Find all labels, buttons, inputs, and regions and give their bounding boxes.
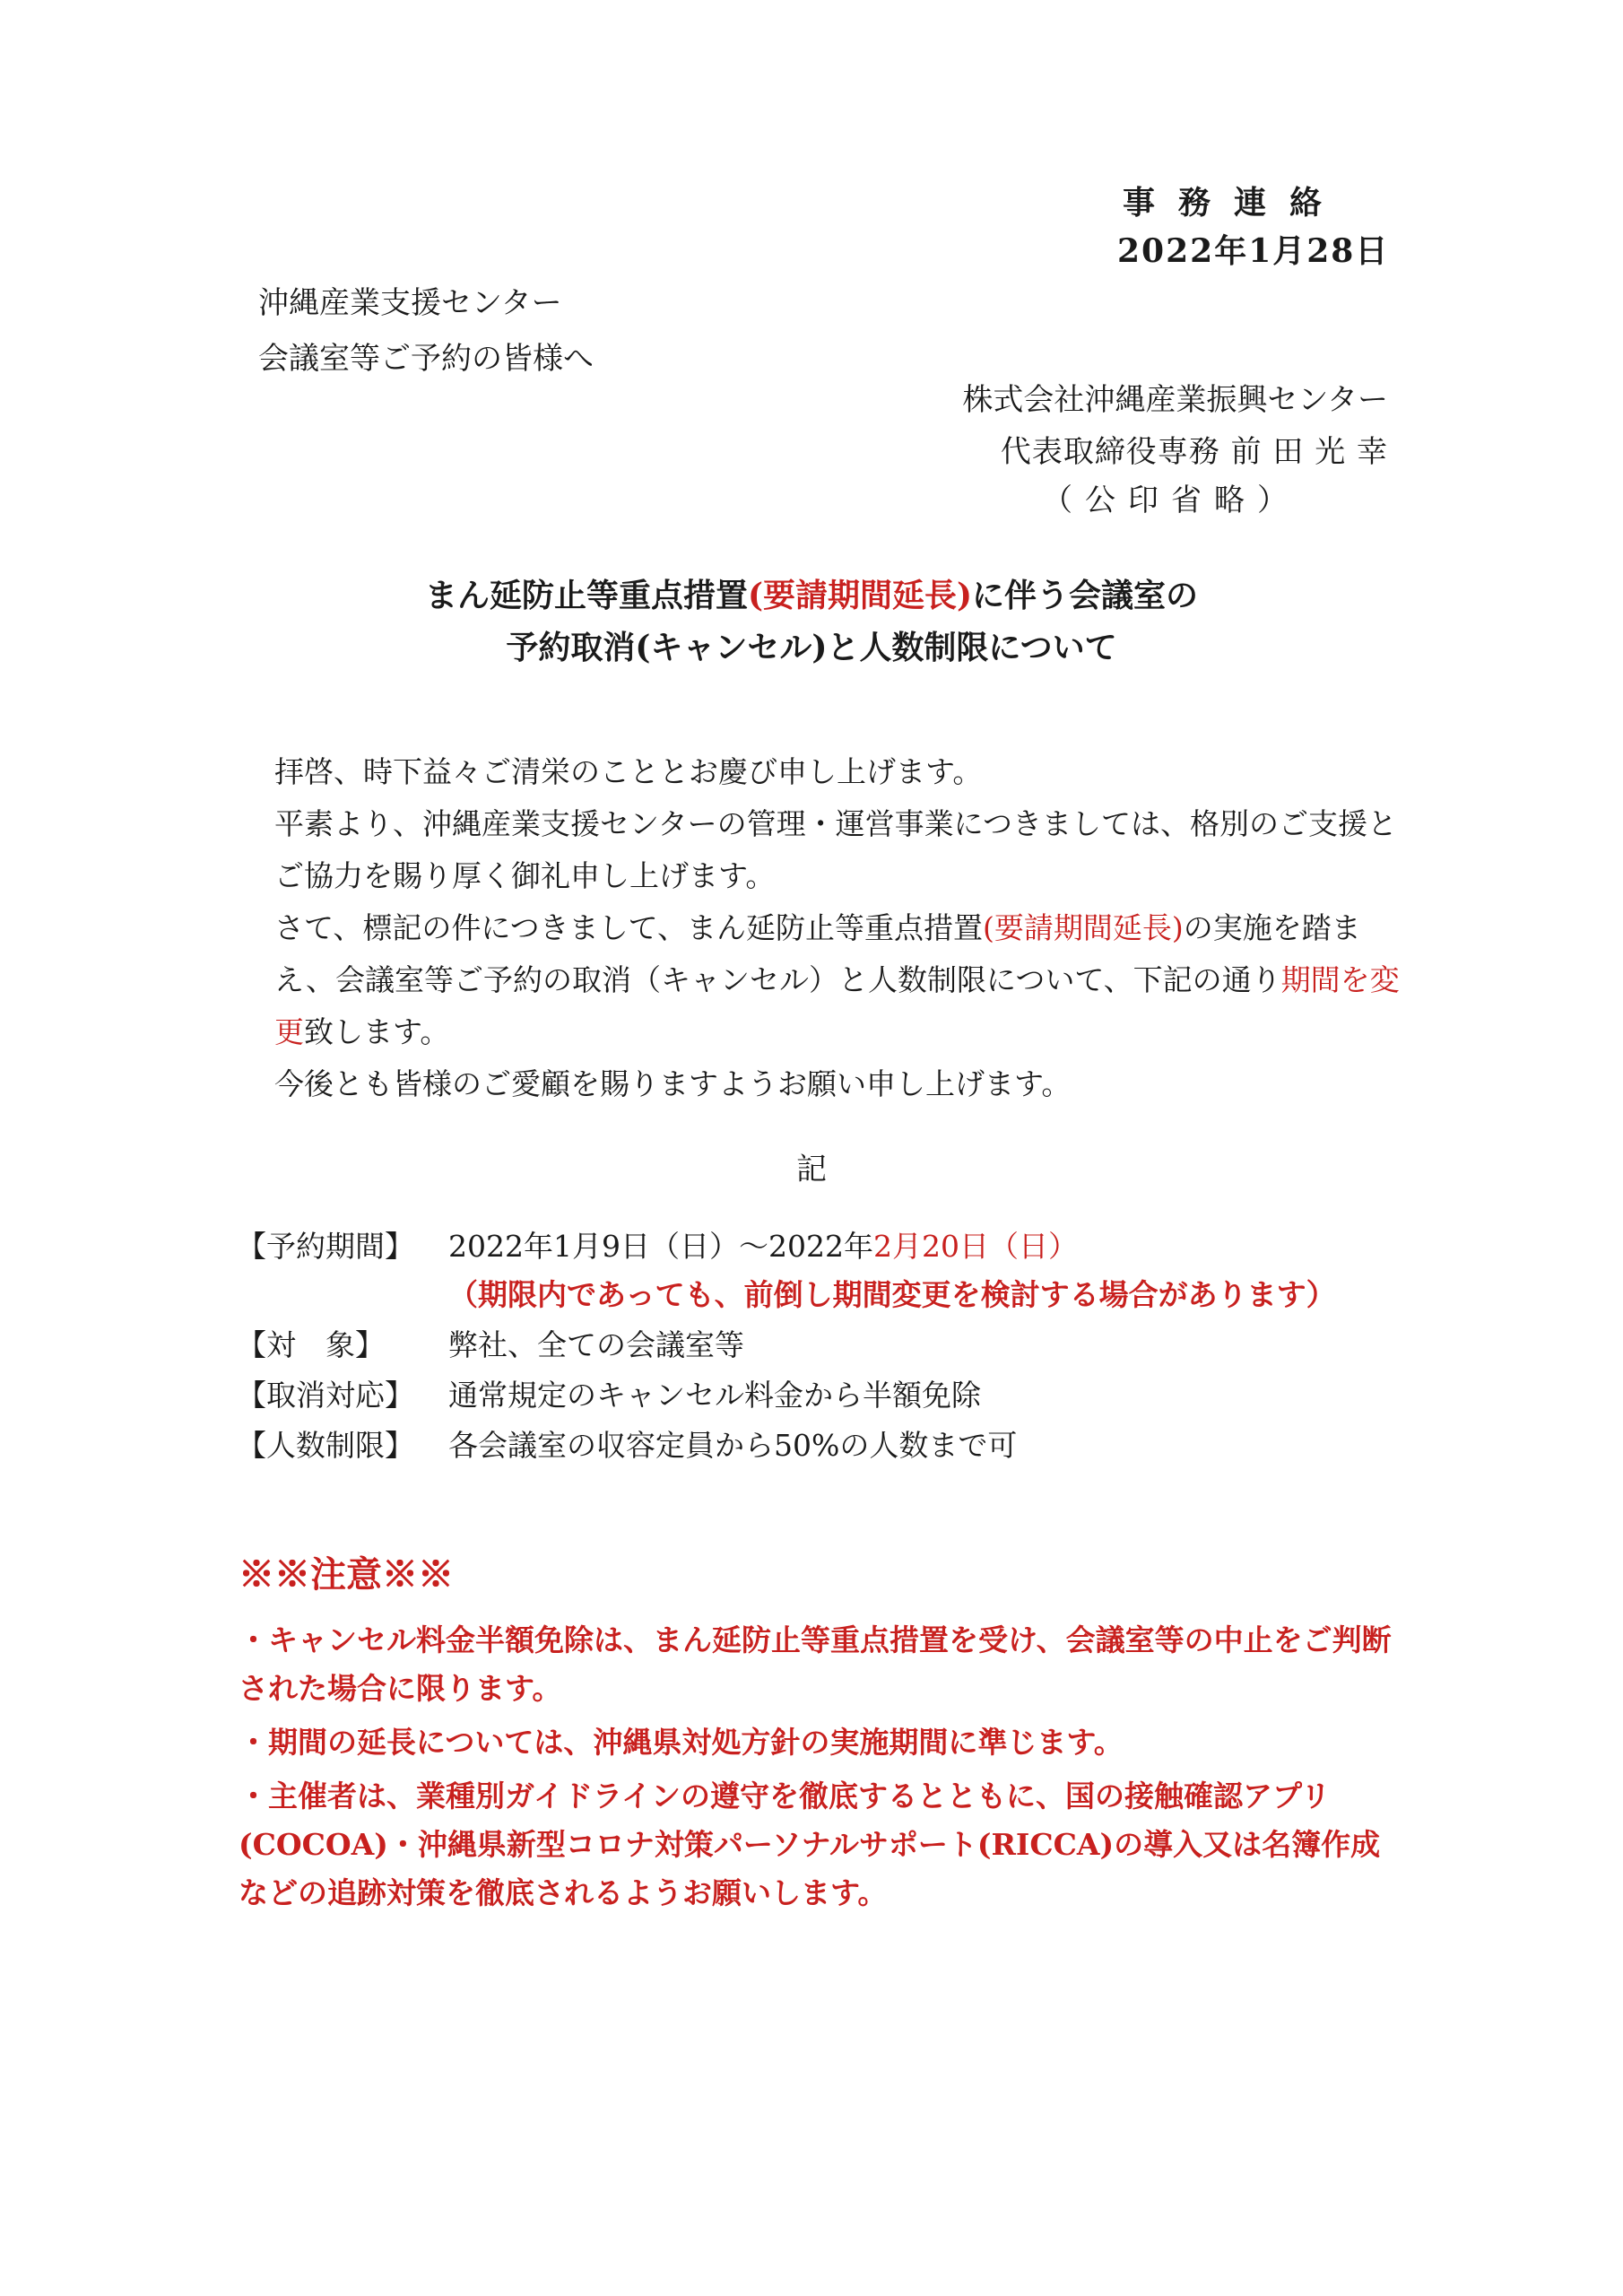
body-paragraph-2: 平素より、沖縄産業支援センターの管理・運営事業につきましては、格別のご支援とご協力を賜り厚く御礼申し上げます。 [274, 806, 1398, 893]
highlight-text: 2月20日（日） [872, 1229, 1078, 1264]
target-label: 【対 象】 [237, 1327, 385, 1362]
text-run: 2022年1月9日（日）～2022年 [448, 1229, 873, 1264]
text-run: さて、標記の件につきまして、まん延防止等重点措置 [274, 910, 984, 945]
document-title-line-2: 予約取消(キャンセル)と人数制限について [506, 629, 1117, 666]
highlight-text: 期間を変更 [274, 962, 1400, 1049]
text-run: 致します。 [304, 1014, 450, 1049]
body-paragraph-4: 今後とも皆様のご愛顧を賜りますようお願い申し上げます。 [274, 1066, 1072, 1101]
cancel-label: 【取消対応】 [237, 1378, 414, 1413]
period-note: （期限内であっても、前倒し期間変更を検討する場合があります） [448, 1277, 1336, 1312]
highlight-text: (要請期間延長) [983, 910, 1184, 945]
cancel-value: 通常規定のキャンセル料金から半額免除 [448, 1378, 981, 1413]
body-text [239, 746, 1404, 1110]
caution-title: ※※注意※※ [239, 1553, 454, 1596]
seal-note: （公印省略） [1042, 483, 1300, 518]
recipient-line-1: 沖縄産業支援センター [258, 285, 562, 321]
document-date: 2022年1月28日 [1117, 232, 1390, 270]
sender-company: 株式会社沖縄産業振興センター [962, 382, 1388, 418]
limit-label: 【人数制限】 [237, 1428, 414, 1463]
target-value: 弊社、全ての会議室等 [448, 1327, 744, 1362]
title-part: に伴う会議室の [972, 577, 1199, 614]
ki-heading: 記 [796, 1152, 827, 1187]
recipient-line-2: 会議室等ご予約の皆様へ [258, 341, 594, 377]
sender-person: 代表取締役専務 前 田 光 幸 [1000, 434, 1388, 470]
caution-notes [239, 1616, 1404, 1923]
document-title-line-1 [0, 570, 1623, 616]
caution-note-3: ・主催者は、業種別ガイドラインの遵守を徹底するとともに、国の接触確認アプリ(COCOA)・沖縄県新型コロナ対策パーソナルサポート(RICCA)の導入又は名簿作成などの追跡対策を徹底されるようお願いします。 [239, 1779, 1381, 1910]
caution-note-1: ・キャンセル料金半額免除は、まん延防止等重点措置を受け、会議室等の中止をご判断された場合に限ります。 [239, 1622, 1392, 1706]
caution-note-2: ・期間の延長については、沖縄県対処方針の実施期間に準じます。 [239, 1725, 1124, 1760]
limit-value: 各会議室の収容定員から50%の人数まで可 [448, 1428, 1018, 1463]
document-type: 事務連絡 [1123, 184, 1346, 222]
body-paragraph-3 [239, 902, 1404, 1058]
title-part: まん延防止等重点措置 [424, 577, 748, 614]
period-value [448, 1223, 1078, 1265]
text-run: の実施を踏まえ、会議室等ご予約の取消（キャンセル）と人数制限について、下記の通り [274, 910, 1361, 997]
title-highlight: (要請期間延長) [747, 577, 973, 614]
body-paragraph-1: 拝啓、時下益々ご清栄のこととお慶び申し上げます。 [274, 754, 983, 789]
period-label: 【予約期間】 [237, 1229, 414, 1264]
